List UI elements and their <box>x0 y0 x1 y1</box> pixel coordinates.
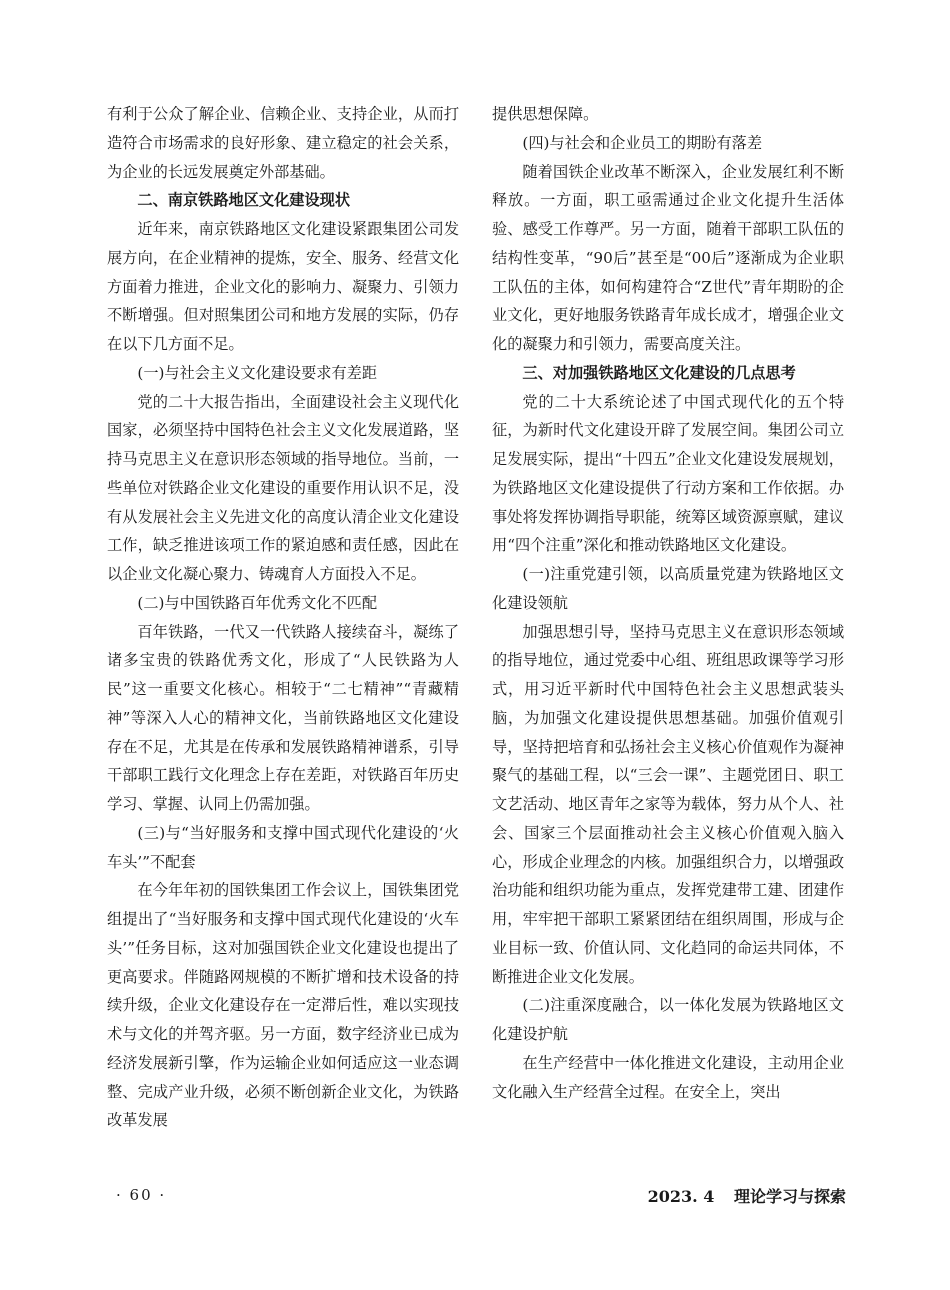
left-column <box>107 100 459 1135</box>
section-heading-3: 三、对加强铁路地区文化建设的几点思考 <box>522 363 796 382</box>
subheading-3-1: (一)注重党建引领，以高质量党建为铁路地区文化建设领航 <box>492 565 844 612</box>
left-paragraph-5: 在今年年初的国铁集团工作会议上，国铁集团党组提出了“当好服务和支撑中国式现代化建设的‘火车头’”任务目标，这对加强国铁企业文化建设也提出了更高要求。伴随路网规模的不断扩增和技术设备的持续升级，企业文化建设存在一定滞后性，难以实现技术与文化的并驾齐驱。另一方面，数字经济业已成为经济发展新引擎，作为运输企业如何适应这一业态调整、完成产业升级，必须不断创新企业文化，为铁路改革发展 <box>107 881 459 1130</box>
page-number: · 60 · <box>116 1186 167 1204</box>
subheading-2-4: (四)与社会和企业员工的期盼有落差 <box>522 133 763 152</box>
subheading-2-2: (二)与中国铁路百年优秀文化不匹配 <box>137 593 378 612</box>
left-paragraph-4: 百年铁路，一代又一代铁路人接续奋斗，凝练了诸多宝贵的铁路优秀文化，形成了“人民铁路为人民”这一重要文化核心。相较于“二七精神”“青藏精神”等深入人心的精神文化，当前铁路地区文化建设存在不足，尤其是在传承和发展铁路精神谱系，引导干部职工践行文化理念上存在差距，对铁路百年历史学习、掌握、认同上仍需加强。 <box>107 622 459 813</box>
subheading-2-3: (三)与“当好服务和支撑中国式现代化建设的‘火车头’”不配套 <box>107 823 459 871</box>
subheading-3-2: (二)注重深度融合，以一体化发展为铁路地区文化建设护航 <box>492 996 844 1043</box>
journal-name: 理论学习与探索 <box>733 1187 846 1206</box>
issue-number: 2023. 4 <box>647 1187 715 1206</box>
section-heading-2: 二、南京铁路地区文化建设现状 <box>137 191 351 210</box>
right-paragraph-1: 提供思想保障。 <box>492 105 599 123</box>
journal-footer <box>648 1184 846 1207</box>
left-paragraph-3: 党的二十大报告指出，全面建设社会主义现代化国家，必须坚持中国特色社会主义文化发展道路，坚持马克思主义在意识形态领域的指导地位。当前，一些单位对铁路企业文化建设的重要作用认识不足，没有从发展社会主义先进文化的高度认清企业文化建设工作，缺乏推进该项工作的紧迫感和责任感，因此在以企业文化凝心聚力、铸魂育人方面投入不足。 <box>107 392 459 583</box>
right-column <box>492 100 844 1106</box>
subheading-2-1: (一)与社会主义文化建设要求有差距 <box>137 363 378 382</box>
right-paragraph-2: 随着国铁企业改革不断深入，企业发展红利不断释放。一方面，职工亟需通过企业文化提升生活体验、感受工作尊严。另一方面，随着干部职工队伍的结构性变革，“90后”甚至是“00后”逐渐成为企业职工队伍的主体，如何构建符合“Z世代”青年期盼的企业文化，更好地服务铁路青年成长成才，增强企业文化的凝聚力和引领力，需要高度关注。 <box>492 162 844 353</box>
right-paragraph-4: 加强思想引导，坚持马克思主义在意识形态领域的指导地位，通过党委中心组、班组思政课等学习形式，用习近平新时代中国特色社会主义思想武装头脑，为加强文化建设提供思想基础。加强价值观引导，坚持把培育和弘扬社会主义核心价值观作为凝神聚气的基础工程，以“三会一课”、主题党团日、职工文艺活动、地区青年之家等为载体，努力从个人、社会、国家三个层面推动社会主义核心价值观入脑入心，形成企业理念的内核。加强组织合力，以增强政治功能和组织功能为重点，发挥党建带工建、团建作用，牢牢把干部职工紧紧团结在组织周围，形成与企业目标一致、价值认同、文化趋同的命运共同体，不断推进企业文化发展。 <box>492 622 844 986</box>
right-paragraph-3: 党的二十大系统论述了中国式现代化的五个特征，为新时代文化建设开辟了发展空间。集团公司立足发展实际，提出“十四五”企业文化建设发展规划，为铁路地区文化建设提供了行动方案和工作依据。办事处将发挥协调指导职能，统筹区域资源禀赋，建议用“四个注重”深化和推动铁路地区文化建设。 <box>492 392 844 555</box>
right-paragraph-5: 在生产经营中一体化推进文化建设，主动用企业文化融入生产经营全过程。在安全上，突出 <box>492 1053 844 1101</box>
left-paragraph-2: 近年来，南京铁路地区文化建设紧跟集团公司发展方向，在企业精神的提炼，安全、服务、经营文化方面着力推进，企业文化的影响力、凝聚力、引领力不断增强。但对照集团公司和地方发展的实际，仍存在以下几方面不足。 <box>107 220 459 353</box>
left-paragraph-1: 有利于公众了解企业、信赖企业、支持企业，从而打造符合市场需求的良好形象、建立稳定的社会关系，为企业的长远发展奠定外部基础。 <box>107 105 459 181</box>
